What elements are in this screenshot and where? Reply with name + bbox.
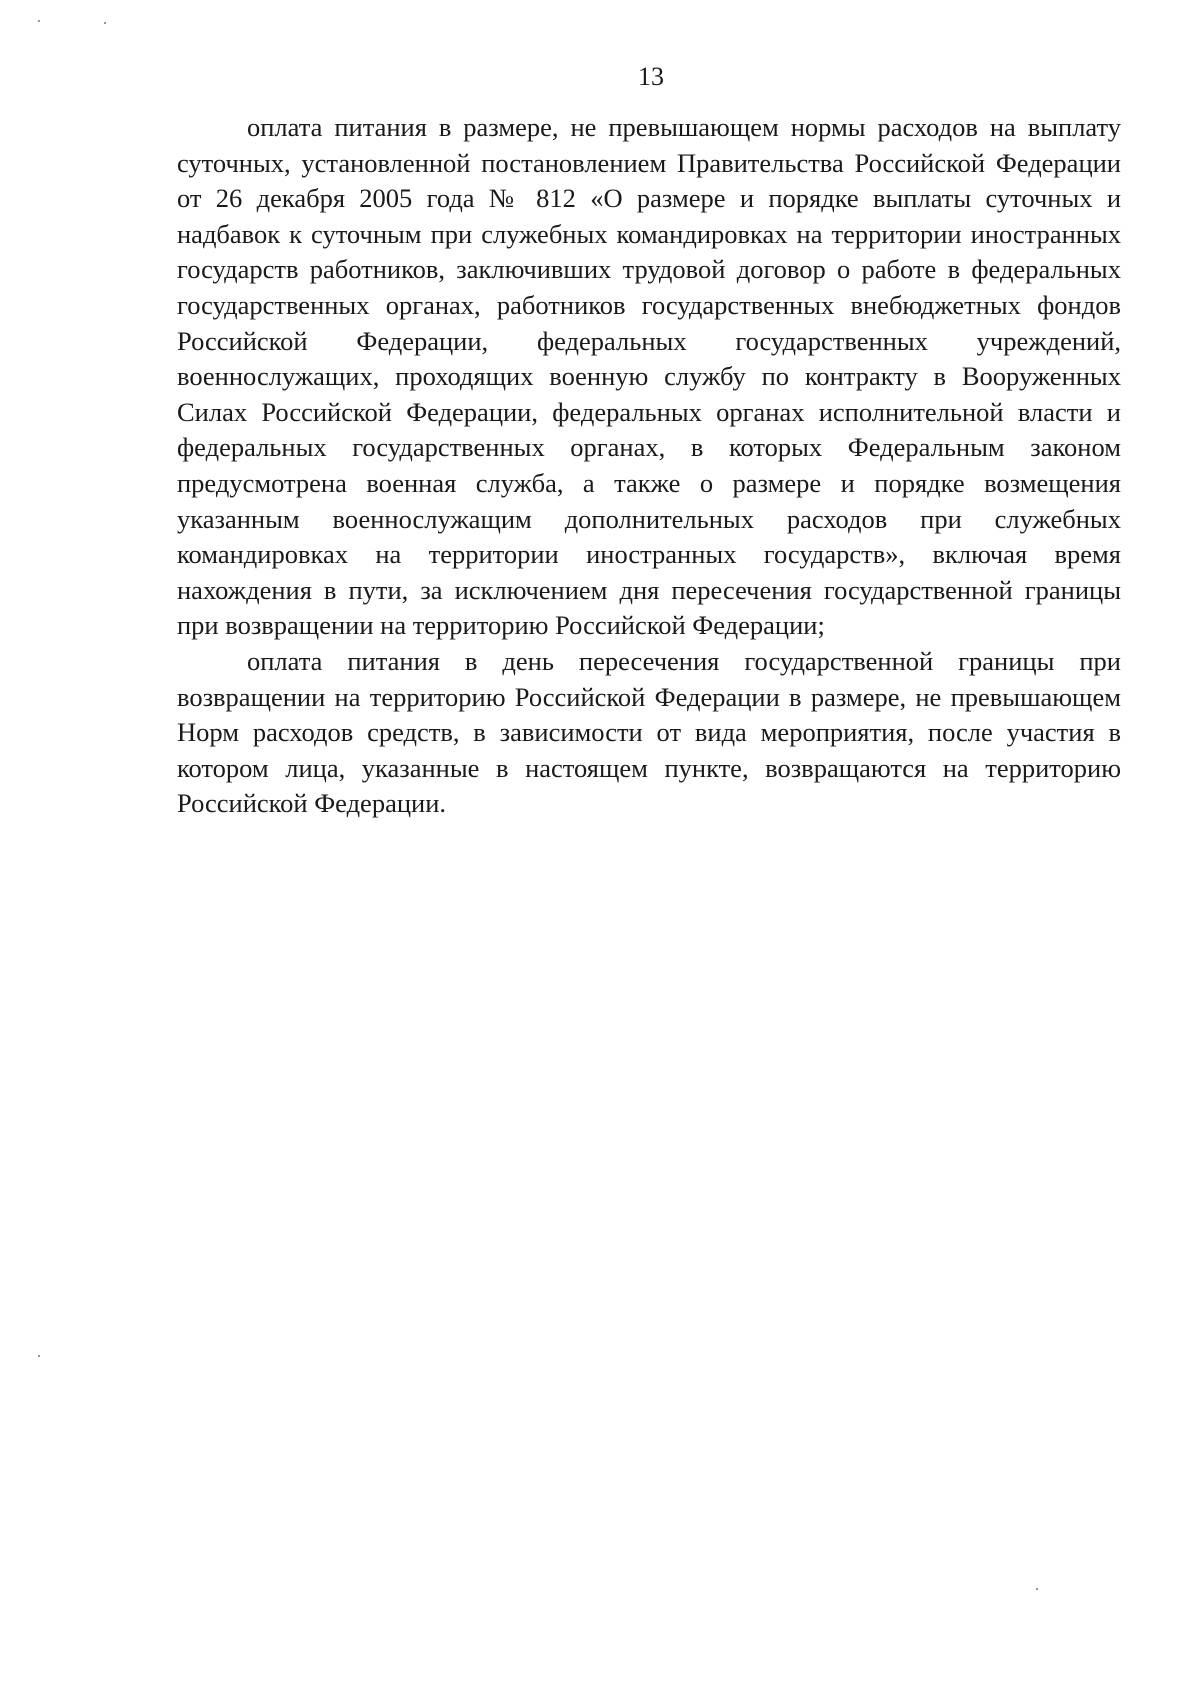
page-number: 13 <box>638 62 664 91</box>
document-body <box>177 110 1121 822</box>
scan-speck <box>38 1355 40 1357</box>
scan-speck <box>104 22 106 24</box>
scan-speck <box>38 20 40 22</box>
scan-speck <box>1036 1588 1038 1590</box>
paragraph-meal-payment-border-day: оплата питания в день пересечения государственной границы при возвращении на территорию Российской Федерации в размере, не превышающем Норм расходов средств, в зависимости от вида мероприятия, после участия в котором лица, указанные в настоящем пункте, возвращаются на территорию Российской Федерации. <box>177 645 1121 819</box>
paragraph-meal-payment-abroad: оплата питания в размере, не превышающем нормы расходов на выплату суточных, установленной постановлением Правительства Российской Федерации от 26 декабря 2005 года № 812 «О размере и порядке выплаты суточных и надбавок к суточным при служебных командировках на территории иностранных государств работников, заключивших трудовой договор о работе в федеральных государственных органах, работников государственных внебюджетных фондов Российской Федерации, федеральных государственных учреждений, военнослужащих, проходящих военную службу по контракту в Вооруженных Силах Российской Федерации, федеральных органах исполнительной власти и федеральных государственных органах, в которых Федеральным законом предусмотрена военная служба, а также о размере и порядке возмещения указанным военнослужащим дополнительных расходов при служебных командировках на территории иностранных государств», включая время нахождения в пути, за исключением дня пересечения государственной границы при возвращении на территорию Российской Федерации; <box>177 112 1121 641</box>
